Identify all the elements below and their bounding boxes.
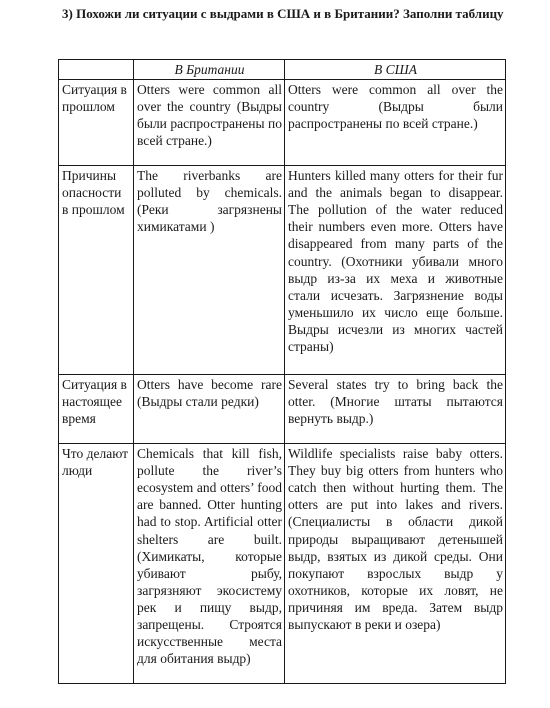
cell-usa: Otters were common all over the country (Выдры были распространены по всей стране.) [285, 80, 506, 166]
table-row [59, 375, 506, 444]
comparison-table [58, 59, 506, 684]
row-label: Что делают люди [59, 444, 134, 684]
cell-britain: Otters were common all over the country (Выдры были распространены по всей стране.) [134, 80, 285, 166]
cell-usa: Several states try to bring back the otter. (Многие штаты пытаются вернуть выдр.) [285, 375, 506, 444]
header-corner [59, 60, 134, 80]
cell-usa: Wildlife specialists raise baby otters. They buy big otters from hunters who catch then without hurting them. The otters are put into lakes and rivers. (Специалисты в области дикой природы выращивают детенышей выдр, взятых из дикой среды. Они покупают взрослых выдр у охотников, которые их ловят, не причиняя им вреда. Затем выдр выпускают в реки и озера) [285, 444, 506, 684]
cell-britain: Chemicals that kill fish, pollute the river’s ecosystem and otters’ food are banned. Otter hunting had to stop. Artificial otter shelters are built. (Химикаты, которые убивают рыбу, загрязняют экосистему рек и пищу выдр, запрещены. Строятся искусственные места для обитания выдр) [134, 444, 285, 684]
table-row [59, 80, 506, 166]
table-header-row [59, 60, 506, 80]
table-row [59, 166, 506, 375]
row-label: Ситуация в прошлом [59, 80, 134, 166]
row-label: Ситуация в настоящее время [59, 375, 134, 444]
header-britain: В Британии [134, 60, 285, 80]
task-title: 3) Похожи ли ситуации с выдрами в США и в Британии? Заполни таблицу [62, 6, 504, 21]
cell-usa: Hunters killed many otters for their fur and the animals began to disappear. The pollution of the water reduced their numbers even more. Otters have disappeared from many parts of the country. (Охотники убивали много выдр из-за их меха и животные стали исчезать. Загрязнение воды уменьшило их число еще больше. Выдры исчезли из многих частей страны) [285, 166, 506, 375]
cell-britain: Otters have become rare (Выдры стали редки) [134, 375, 285, 444]
table-row [59, 444, 506, 684]
row-label: Причины опасности в прошлом [59, 166, 134, 375]
header-usa: В США [285, 60, 506, 80]
cell-britain: The riverbanks are polluted by chemicals. (Реки загрязнены химикатами ) [134, 166, 285, 375]
